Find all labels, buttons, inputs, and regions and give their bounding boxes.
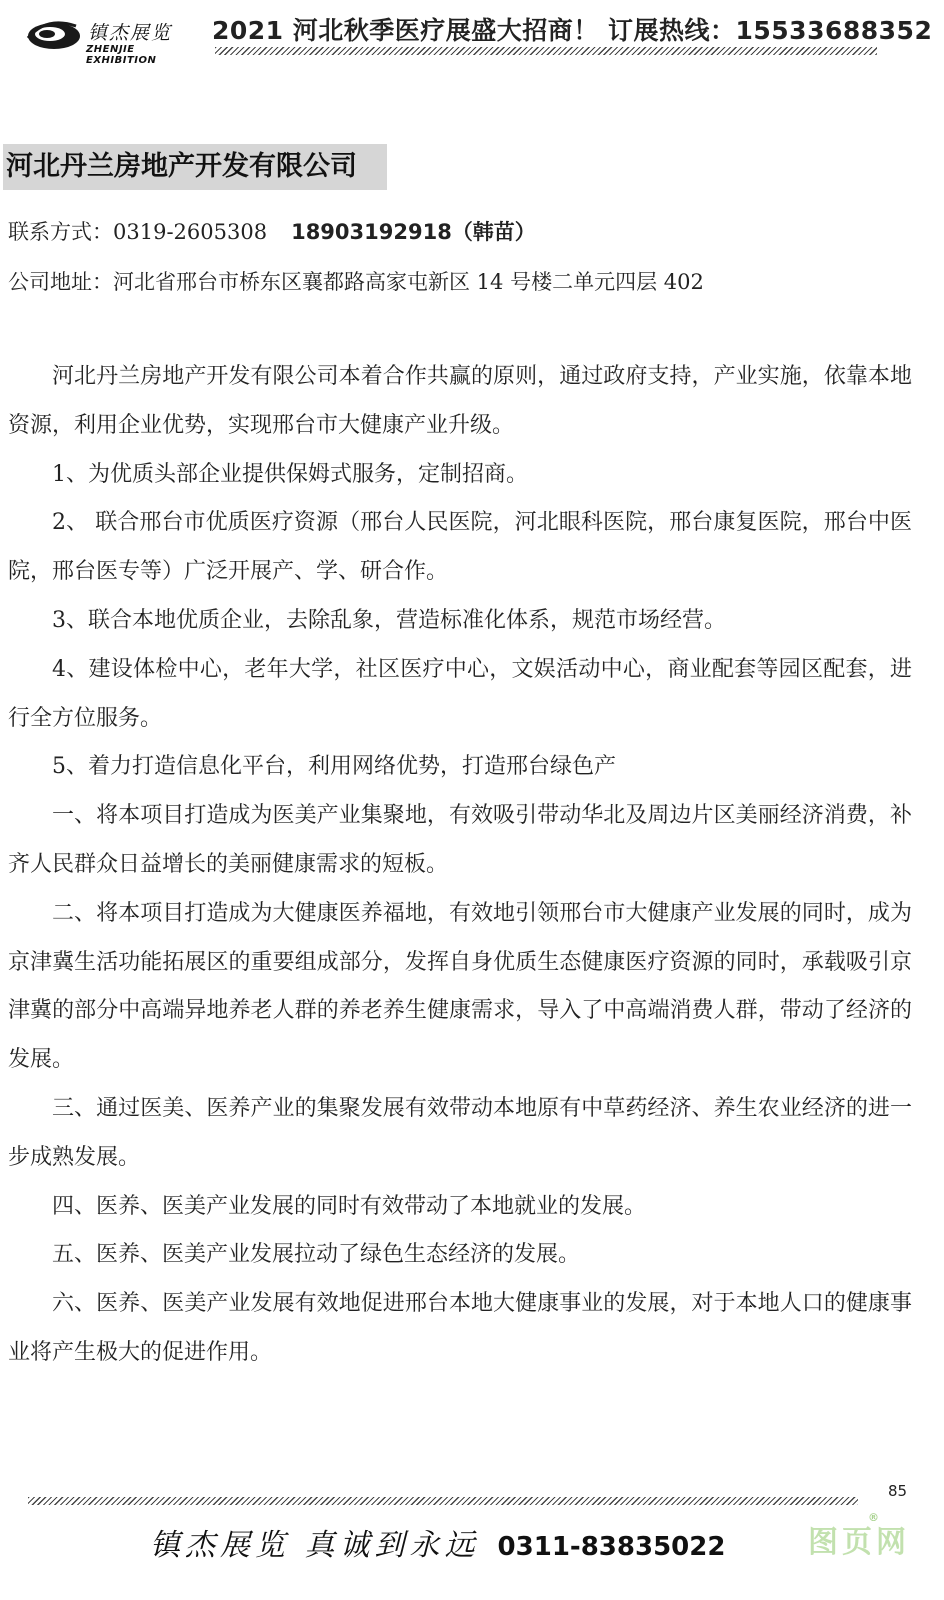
address-value: 河北省邢台市桥东区襄都路高家屯新区 14 号楼二单元四层 402 (113, 270, 704, 294)
header-divider (215, 47, 877, 55)
contact-label: 联系方式： (8, 220, 113, 244)
watermark-text: 图页网 (808, 1525, 910, 1560)
logo-text: 镇杰展览 (88, 22, 173, 44)
paragraph-point-4: 四、医养、医美产业发展的同时有效带动了本地就业的发展。 (52, 1193, 647, 1219)
page-footer (150, 1520, 726, 1563)
registered-mark-icon: ® (868, 1511, 883, 1524)
contact-phone: 0319-2605308 (113, 220, 268, 244)
page-header (0, 0, 944, 66)
paragraph-point-6: 六、医养、医美产业发展有效地促进邢台本地大健康事业的发展，对于本地人口的健康事业将产生极大的促进作用。 (8, 1291, 912, 1365)
logo-subtext: ZHENJIE EXHIBITION (86, 44, 157, 66)
address-line (8, 266, 704, 296)
paragraph-item-4: 4、建设体检中心，老年大学，社区医疗中心，文娱活动中心，商业配套等园区配套，进行全方位服务。 (8, 656, 912, 731)
paragraph-item-5: 5、着力打造信息化平台，利用网络优势，打造邢台绿色产 (52, 754, 616, 780)
contact-line (8, 216, 536, 246)
footer-phone: 0311-83835022 (497, 1532, 726, 1562)
paragraph-point-3: 三、通过医美、医养产业的集聚发展有效带动本地原有中草药经济、养生农业经济的进一步成熟发展。 (8, 1095, 912, 1170)
paragraph-intro: 河北丹兰房地产开发有限公司本着合作共赢的原则，通过政府支持，产业实施，依靠本地资源，利用企业优势，实现邢台市大健康产业升级。 (8, 364, 912, 438)
footer-slogan: 镇杰展览 真诚到永远 (150, 1528, 480, 1563)
paragraph-item-3: 3、联合本地优质企业，去除乱象，营造标准化体系，规范市场经营。 (52, 607, 726, 633)
contact-mobile: 18903192918（韩苗） (291, 220, 536, 244)
page-number: 85 (888, 1482, 908, 1500)
paragraph-point-2: 二、将本项目打造成为大健康医养福地，有效地引领邢台市大健康产业发展的同时，成为京津冀生活功能拓展区的重要组成部分，发挥自身优质生态健康医疗资源的同时，承载吸引京津冀的部分中高端异地养老人群的养老养生健康需求，导入了中高端消费人群，带动了经济的发展。 (8, 900, 912, 1073)
company-name: 河北丹兰房地产开发有限公司 (3, 144, 387, 190)
zhenjie-logo (26, 8, 176, 66)
paragraph-point-5: 五、医养、医美产业发展拉动了绿色生态经济的发展。 (52, 1242, 581, 1268)
header-banner: 2021 河北秋季医疗展盛大招商！ 订展热线：15533688352 (212, 16, 933, 45)
site-watermark (808, 1511, 910, 1561)
logo-swirl-icon (26, 8, 86, 56)
paragraph-item-2: 2、 联合邢台市优质医疗资源（邢台人民医院，河北眼科医院，邢台康复医院，邢台中医院，邢台医专等）广泛开展产、学、研合作。 (8, 510, 912, 585)
body-text (8, 353, 912, 1378)
paragraph-item-1: 1、为优质头部企业提供保姆式服务，定制招商。 (52, 461, 528, 487)
footer-divider (28, 1497, 858, 1505)
paragraph-point-1: 一、将本项目打造成为医美产业集聚地，有效吸引带动华北及周边片区美丽经济消费，补齐人民群众日益增长的美丽健康需求的短板。 (8, 803, 912, 877)
address-label: 公司地址： (8, 270, 113, 294)
